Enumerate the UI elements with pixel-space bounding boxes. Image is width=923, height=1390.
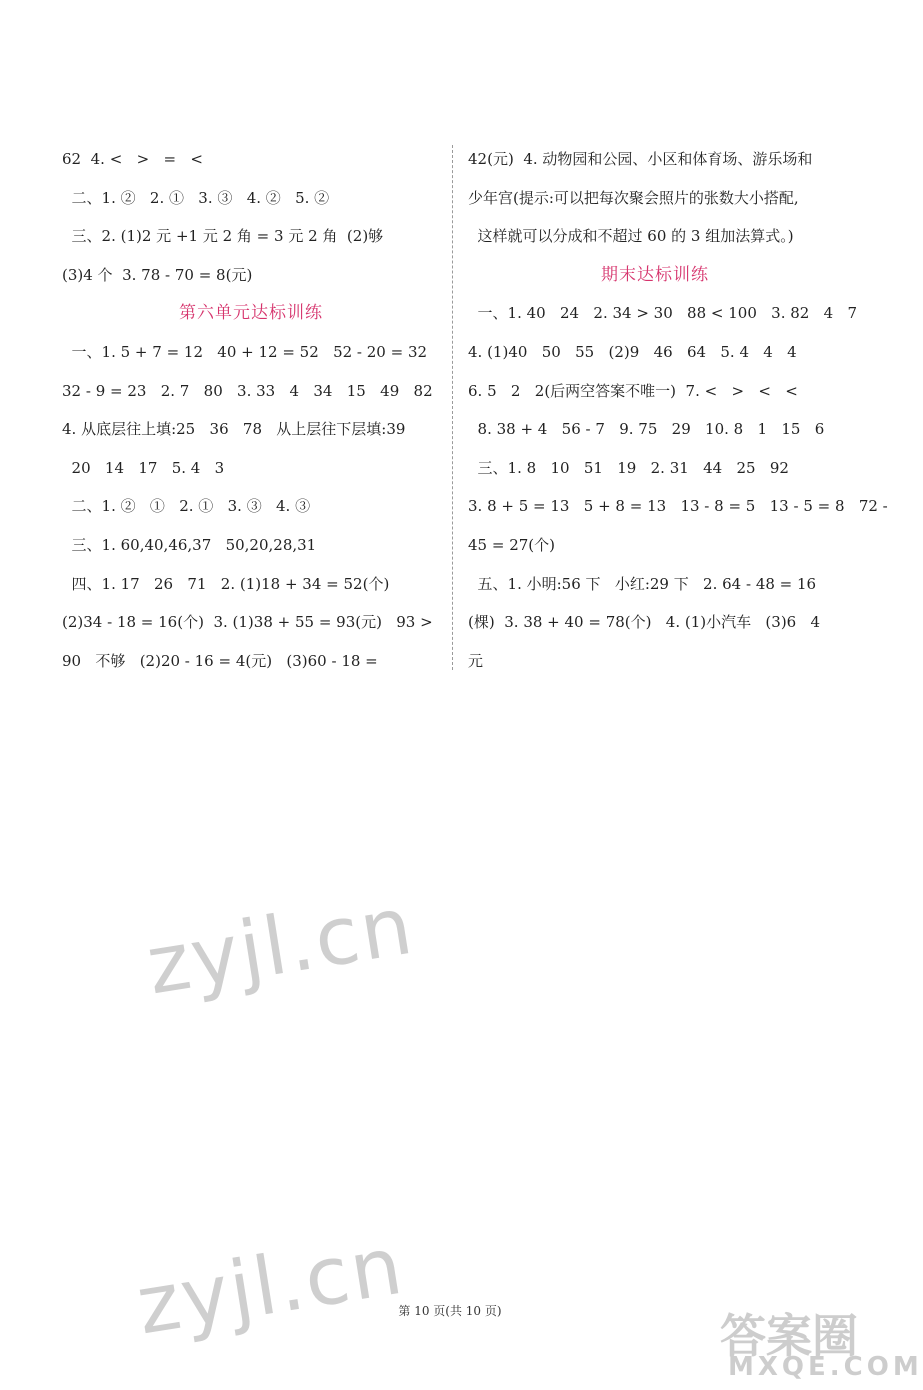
- answer-line: 32 - 9 = 23 2. 7 80 3. 33 4 34 15 49 82: [62, 381, 433, 400]
- column-divider: [452, 145, 453, 670]
- answer-line: 三、1. 8 10 51 19 2. 31 44 25 92: [468, 458, 789, 477]
- answer-line: 6. 5 2 2(后两空答案不唯一) 7. < > < <: [468, 381, 798, 400]
- answer-line: 4. 从底层往上填:25 36 78 从上层往下层填:39: [62, 420, 406, 439]
- left-answers-bottom: [62, 333, 440, 680]
- answer-line: 二、1. ② 2. ① 3. ③ 4. ② 5. ②: [62, 188, 330, 207]
- watermark-zyjl-2: zyjl.cn: [130, 1218, 410, 1353]
- watermark-daanquan: 答案圈: [720, 1309, 858, 1363]
- left-column: [62, 140, 440, 680]
- left-answers-top: [62, 140, 440, 294]
- answer-line: 90 不够 (2)20 - 16 = 4(元) (3)60 - 18 =: [62, 651, 378, 670]
- answer-line: 一、1. 5 + 7 = 12 40 + 12 = 52 52 - 20 = 32: [62, 342, 428, 361]
- answer-line: 一、1. 40 24 2. 34 > 30 88 < 100 3. 82 4 7: [468, 304, 858, 323]
- answer-line: 五、1. 小明:56 下 小红:29 下 2. 64 - 48 = 16: [468, 574, 817, 593]
- answer-line: 三、1. 60,40,46,37 50,20,28,31: [62, 535, 317, 554]
- right-answers-bottom: [468, 294, 888, 680]
- page-footer: 第 10 页(共 10 页): [398, 1304, 502, 1318]
- answer-line: 四、1. 17 26 71 2. (1)18 + 34 = 52(个): [62, 574, 390, 593]
- answer-line: (3)4 个 3. 78 - 70 = 8(元): [62, 265, 253, 284]
- answer-line: 元: [468, 651, 484, 670]
- answer-line: 二、1. ② ① 2. ① 3. ③ 4. ③: [62, 497, 311, 516]
- right-column: [468, 140, 888, 680]
- final-exam-heading: 期末达标训练: [601, 264, 709, 285]
- answer-line: 62 4. < > = <: [62, 150, 203, 168]
- answer-line: 42(元) 4. 动物园和公园、小区和体育场、游乐场和: [468, 150, 813, 168]
- answer-line: 8. 38 + 4 56 - 7 9. 75 29 10. 8 1 15 6: [468, 420, 825, 439]
- answer-line: 3. 8 + 5 = 13 5 + 8 = 13 13 - 8 = 5 13 - 5 = 8 72 -: [468, 497, 888, 516]
- unit6-heading: 第六单元达标训练: [179, 303, 323, 324]
- answer-line: (棵) 3. 38 + 40 = 78(个) 4. (1)小汽车 (3)6 4: [468, 613, 821, 632]
- answer-line: 4. (1)40 50 55 (2)9 46 64 5. 4 4 4: [468, 342, 797, 361]
- answer-line: 这样就可以分成和不超过 60 的 3 组加法算式。): [468, 227, 794, 246]
- watermark-zyjl-1: zyjl.cn: [140, 878, 420, 1013]
- answer-line: 20 14 17 5. 4 3: [62, 458, 225, 477]
- watermark-mxqe: MXQE.COM: [728, 1352, 923, 1382]
- answer-line: 少年宫(提示:可以把每次聚会照片的张数大小搭配,: [468, 188, 799, 207]
- answer-line: (2)34 - 18 = 16(个) 3. (1)38 + 55 = 93(元) 93 >: [62, 613, 433, 632]
- answer-line: 三、2. (1)2 元 +1 元 2 角 = 3 元 2 角 (2)够: [62, 227, 384, 246]
- answer-line: 45 = 27(个): [468, 535, 555, 554]
- right-answers-top: [468, 140, 842, 256]
